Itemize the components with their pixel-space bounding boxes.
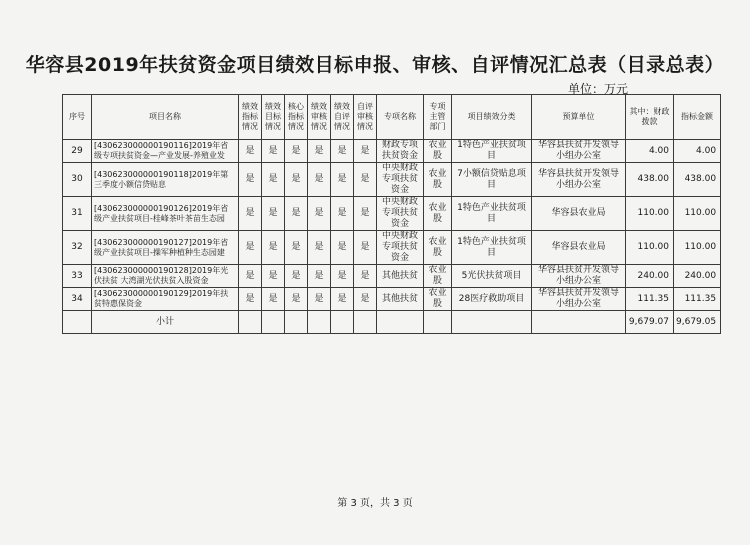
check-cell: 是 bbox=[331, 140, 354, 163]
header-cell: 其中：财政拨款 bbox=[626, 95, 674, 140]
header-cell: 绩效目标情况 bbox=[262, 95, 285, 140]
header-cell: 预算单位 bbox=[532, 95, 626, 140]
category-cell: 5光伏扶贫项目 bbox=[452, 265, 532, 288]
subtotal-label: 小计 bbox=[92, 311, 239, 334]
subtotal-row bbox=[63, 311, 721, 334]
header-cell: 项目绩效分类 bbox=[452, 95, 532, 140]
appropriation: 110.00 bbox=[626, 231, 674, 265]
subtotal-appropriation: 9,679.07 bbox=[626, 311, 674, 334]
check-cell: 是 bbox=[262, 163, 285, 197]
empty-cell bbox=[424, 311, 452, 334]
appropriation: 438.00 bbox=[626, 163, 674, 197]
budget-unit: 华容县农业局 bbox=[532, 231, 626, 265]
budget-unit: 华容县扶贫开发领导小组办公室 bbox=[532, 140, 626, 163]
check-cell: 是 bbox=[331, 288, 354, 311]
budget-unit: 华容县扶贫开发领导小组办公室 bbox=[532, 265, 626, 288]
empty-cell bbox=[239, 311, 262, 334]
row-number: 34 bbox=[63, 288, 92, 311]
check-cell: 是 bbox=[239, 265, 262, 288]
empty-cell bbox=[377, 311, 424, 334]
dept-cell: 农业股 bbox=[424, 163, 452, 197]
empty-cell bbox=[452, 311, 532, 334]
project-name: [430623000000190116]2019年省级专项扶贫资金—产业发展-养殖业发 bbox=[92, 140, 239, 163]
fund-name: 其他扶贫 bbox=[377, 288, 424, 311]
fund-name: 中央财政专项扶贫资金 bbox=[377, 231, 424, 265]
check-cell: 是 bbox=[239, 288, 262, 311]
fund-name: 其他扶贫 bbox=[377, 265, 424, 288]
appropriation: 111.35 bbox=[626, 288, 674, 311]
project-name: [430623000000190126]2019年省级产业扶贫项目-桂峰茶叶茶苗生态园 bbox=[92, 197, 239, 231]
check-cell: 是 bbox=[354, 231, 377, 265]
check-cell: 是 bbox=[308, 265, 331, 288]
check-cell: 是 bbox=[262, 197, 285, 231]
row-number: 30 bbox=[63, 163, 92, 197]
amount: 110.00 bbox=[674, 231, 721, 265]
check-cell: 是 bbox=[308, 288, 331, 311]
dept-cell: 农业股 bbox=[424, 140, 452, 163]
row-number: 29 bbox=[63, 140, 92, 163]
category-cell: 7小额信贷贴息项目 bbox=[452, 163, 532, 197]
check-cell: 是 bbox=[354, 163, 377, 197]
appropriation: 4.00 bbox=[626, 140, 674, 163]
amount: 4.00 bbox=[674, 140, 721, 163]
dept-cell: 农业股 bbox=[424, 265, 452, 288]
row-number: 31 bbox=[63, 197, 92, 231]
dept-cell: 农业股 bbox=[424, 197, 452, 231]
table-row bbox=[63, 231, 721, 265]
header-cell: 绩效自评情况 bbox=[331, 95, 354, 140]
header-cell: 序号 bbox=[63, 95, 92, 140]
check-cell: 是 bbox=[331, 163, 354, 197]
header-cell: 专项名称 bbox=[377, 95, 424, 140]
check-cell: 是 bbox=[239, 197, 262, 231]
header-cell: 项目名称 bbox=[92, 95, 239, 140]
dept-cell: 农业股 bbox=[424, 231, 452, 265]
check-cell: 是 bbox=[262, 265, 285, 288]
budget-unit: 华容县农业局 bbox=[532, 197, 626, 231]
check-cell: 是 bbox=[285, 197, 308, 231]
project-name: [430623000000190129]2019年扶贫特惠保资金 bbox=[92, 288, 239, 311]
appropriation: 240.00 bbox=[626, 265, 674, 288]
budget-unit: 华容县扶贫开发领导小组办公室 bbox=[532, 163, 626, 197]
check-cell: 是 bbox=[331, 197, 354, 231]
check-cell: 是 bbox=[354, 140, 377, 163]
check-cell: 是 bbox=[285, 140, 308, 163]
check-cell: 是 bbox=[354, 265, 377, 288]
check-cell: 是 bbox=[285, 163, 308, 197]
table-row bbox=[63, 140, 721, 163]
row-number: 33 bbox=[63, 265, 92, 288]
check-cell: 是 bbox=[262, 140, 285, 163]
budget-unit: 华容县扶贫开发领导小组办公室 bbox=[532, 288, 626, 311]
project-name: [430623000000190127]2019年省级产业扶贫项目-操军种植种生态园建 bbox=[92, 231, 239, 265]
header-cell: 指标金额 bbox=[674, 95, 721, 140]
fund-name: 财政专项扶贫资金 bbox=[377, 140, 424, 163]
table-row bbox=[63, 288, 721, 311]
empty-cell bbox=[63, 311, 92, 334]
unit-label: 单位：万元 bbox=[568, 82, 629, 96]
category-cell: 28医疗救助项目 bbox=[452, 288, 532, 311]
check-cell: 是 bbox=[239, 140, 262, 163]
empty-cell bbox=[354, 311, 377, 334]
page-footer: 第 3 页，共 3 页 bbox=[337, 498, 413, 509]
empty-cell bbox=[532, 311, 626, 334]
table-header-row bbox=[63, 95, 721, 140]
project-name: [430623000000190118]2019年第三季度小额信贷贴息 bbox=[92, 163, 239, 197]
empty-cell bbox=[331, 311, 354, 334]
amount: 111.35 bbox=[674, 288, 721, 311]
header-cell: 核心指标情况 bbox=[285, 95, 308, 140]
project-name: [430623000000190128]2019年光伏扶贫 大湾湖光伏扶贫入股资金 bbox=[92, 265, 239, 288]
dept-cell: 农业股 bbox=[424, 288, 452, 311]
check-cell: 是 bbox=[262, 288, 285, 311]
appropriation: 110.00 bbox=[626, 197, 674, 231]
check-cell: 是 bbox=[308, 197, 331, 231]
check-cell: 是 bbox=[285, 231, 308, 265]
row-number: 32 bbox=[63, 231, 92, 265]
check-cell: 是 bbox=[331, 265, 354, 288]
header-cell: 自评审核情况 bbox=[354, 95, 377, 140]
check-cell: 是 bbox=[308, 140, 331, 163]
check-cell: 是 bbox=[308, 163, 331, 197]
check-cell: 是 bbox=[331, 231, 354, 265]
amount: 240.00 bbox=[674, 265, 721, 288]
check-cell: 是 bbox=[239, 163, 262, 197]
category-cell: 1特色产业扶贫项目 bbox=[452, 197, 532, 231]
check-cell: 是 bbox=[285, 288, 308, 311]
header-cell: 绩效指标情况 bbox=[239, 95, 262, 140]
check-cell: 是 bbox=[354, 288, 377, 311]
amount: 110.00 bbox=[674, 197, 721, 231]
fund-name: 中央财政专项扶贫资金 bbox=[377, 197, 424, 231]
page-title: 华容县2019年扶贫资金项目绩效目标申报、审核、自评情况汇总表（目录总表） bbox=[25, 54, 725, 76]
empty-cell bbox=[285, 311, 308, 334]
category-cell: 1特色产业扶贫项目 bbox=[452, 231, 532, 265]
fund-name: 中央财政专项扶贫资金 bbox=[377, 163, 424, 197]
check-cell: 是 bbox=[354, 197, 377, 231]
table-row bbox=[63, 163, 721, 197]
amount: 438.00 bbox=[674, 163, 721, 197]
check-cell: 是 bbox=[285, 265, 308, 288]
summary-table bbox=[62, 94, 721, 334]
empty-cell bbox=[308, 311, 331, 334]
header-cell: 绩效审核情况 bbox=[308, 95, 331, 140]
table-row bbox=[63, 265, 721, 288]
check-cell: 是 bbox=[262, 231, 285, 265]
table-row bbox=[63, 197, 721, 231]
category-cell: 1特色产业扶贫项目 bbox=[452, 140, 532, 163]
header-cell: 专项主管部门 bbox=[424, 95, 452, 140]
check-cell: 是 bbox=[308, 231, 331, 265]
subtotal-amount: 9,679.05 bbox=[674, 311, 721, 334]
check-cell: 是 bbox=[239, 231, 262, 265]
empty-cell bbox=[262, 311, 285, 334]
